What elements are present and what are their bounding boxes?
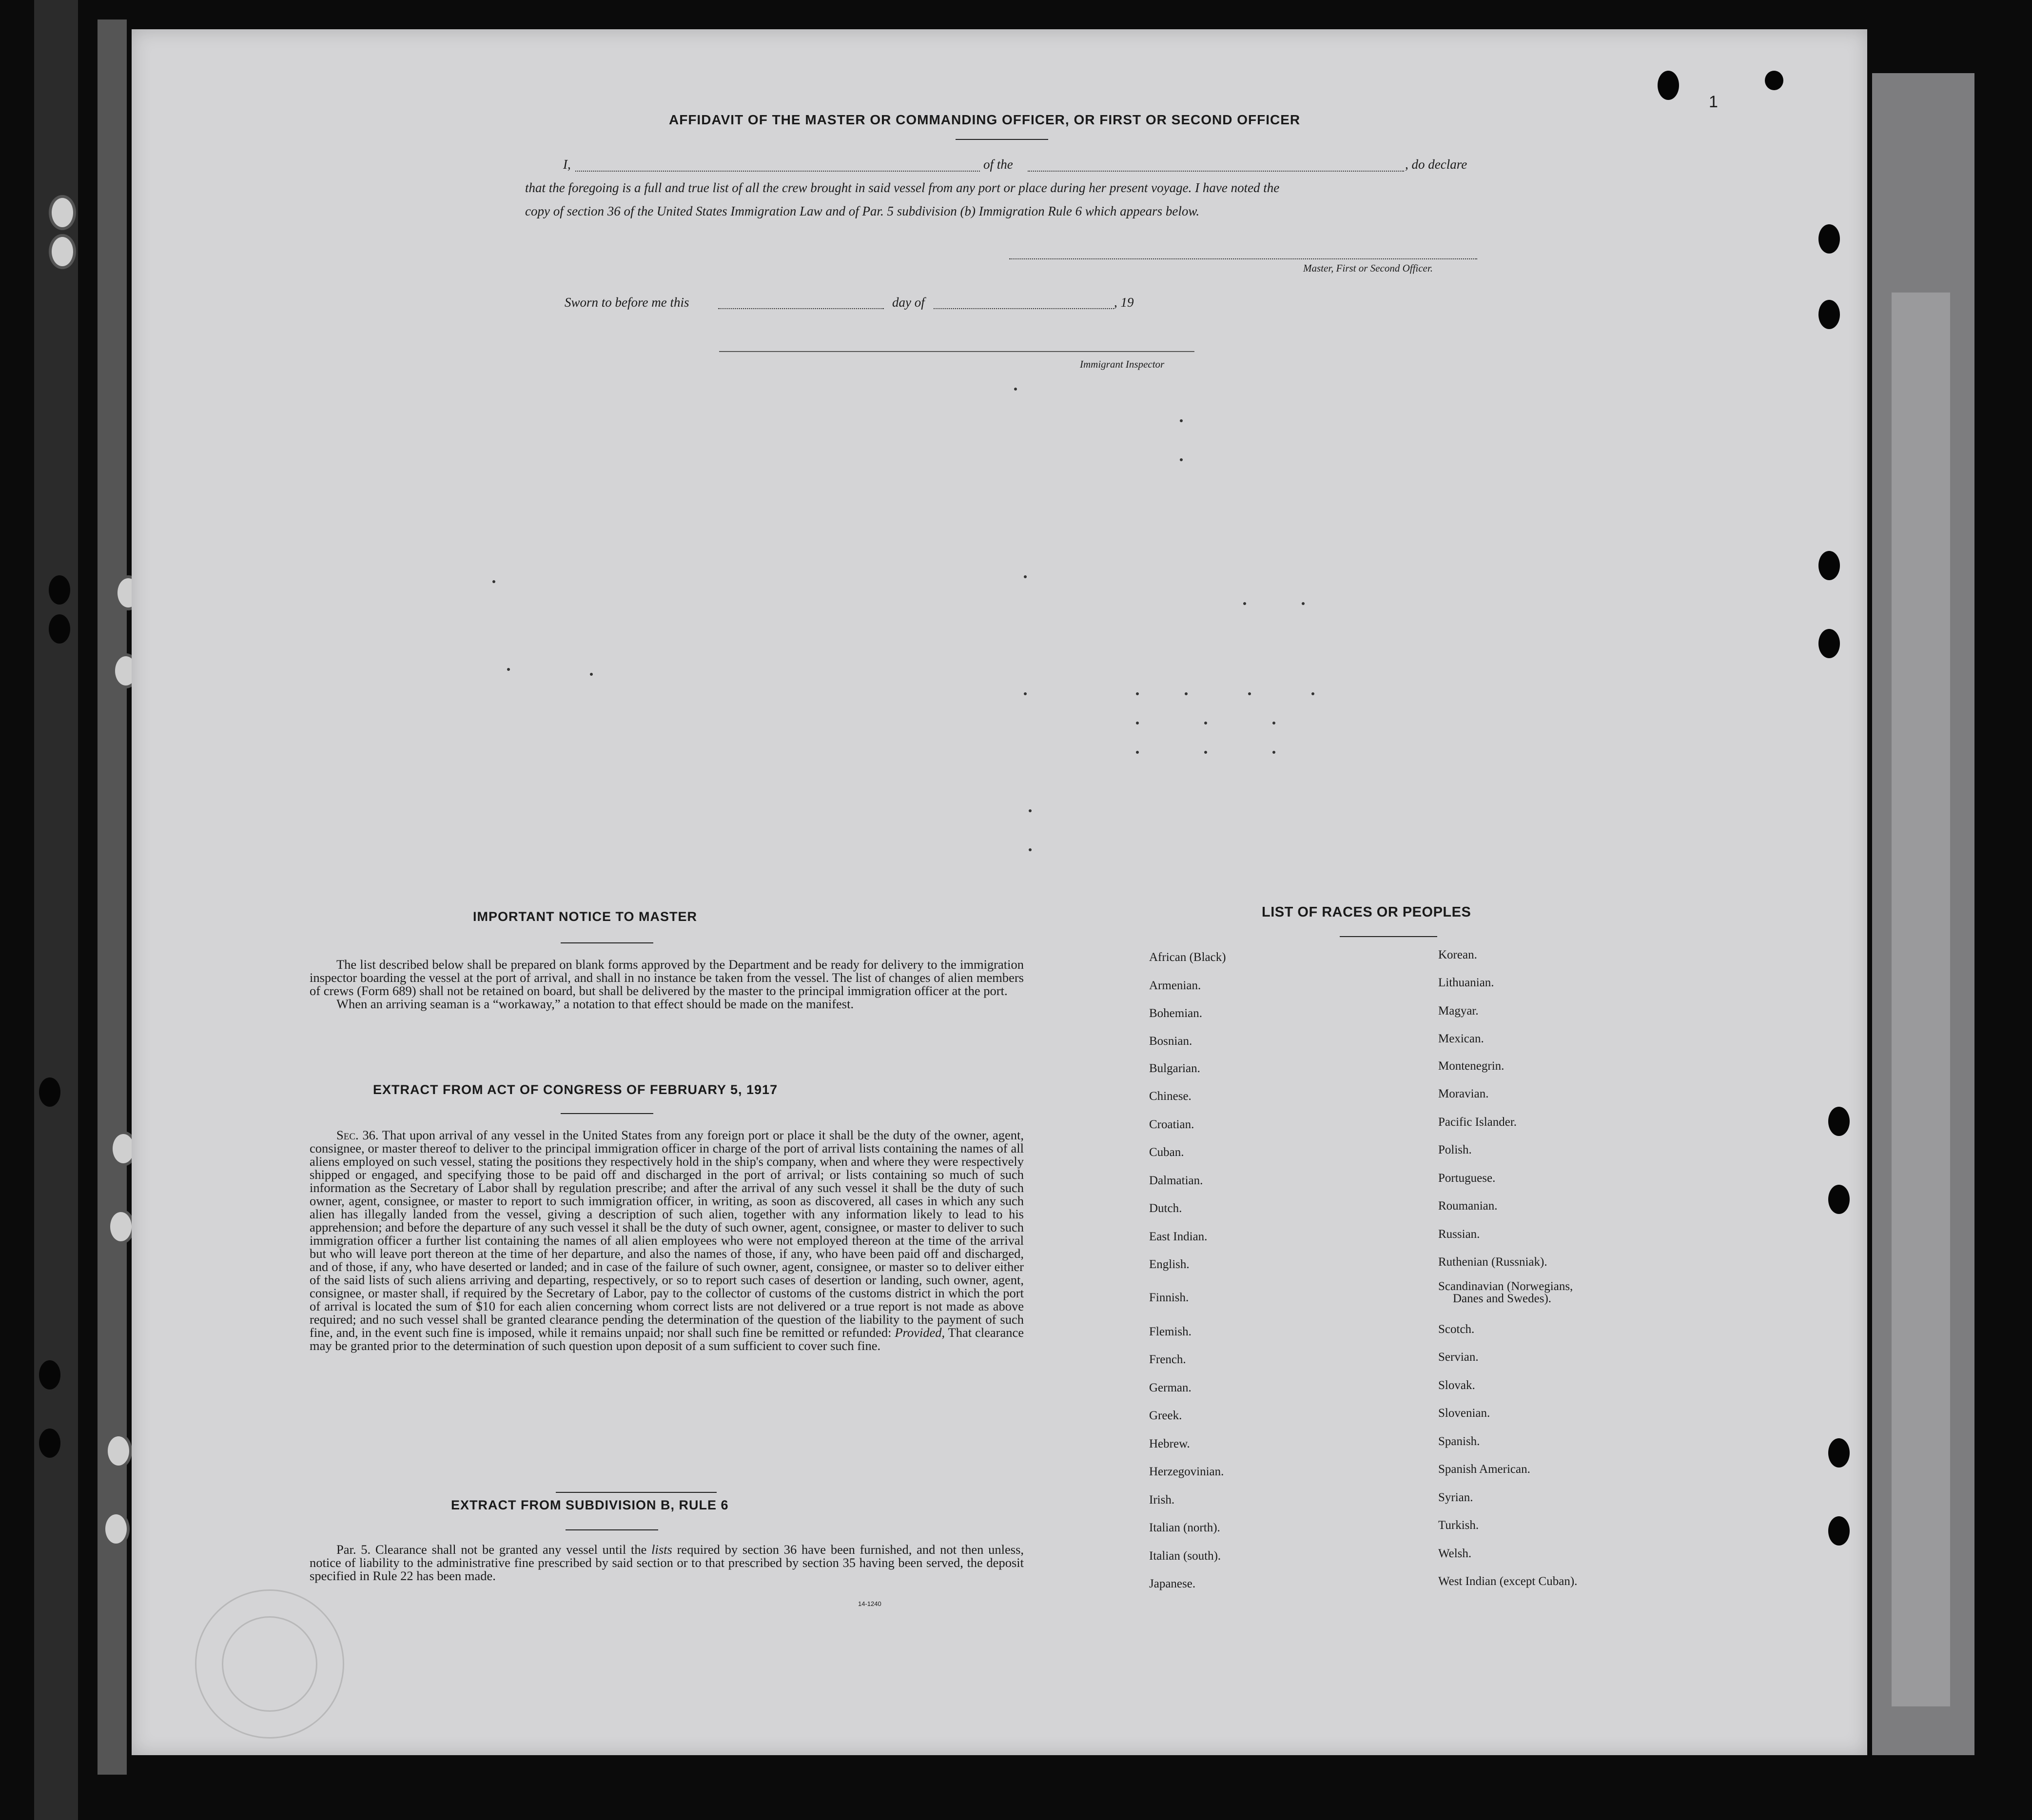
race-item: Magyar. [1438, 1004, 1479, 1018]
speck [1029, 848, 1032, 851]
affidavit-line1-of-the: of the [983, 157, 1013, 172]
race-item: Spanish. [1438, 1435, 1480, 1448]
section-label: Sec. 36. [336, 1128, 379, 1142]
binder-hole [39, 1429, 60, 1458]
race-item: Russian. [1438, 1228, 1480, 1241]
punch-hole [1818, 629, 1840, 658]
race-item: Lithuanian. [1438, 976, 1494, 989]
speck [1014, 388, 1017, 391]
race-item: Hebrew. [1149, 1437, 1190, 1450]
section-36-text: That upon arrival of any vessel in the United States from any foreign port or place it shall be the duty of the owner, agent, consignee, or master thereof to deliver to the principal immigration officer in charge of the port of arrival lists containing the names of all aliens employed on such vessel, stating the positions they respectively hold in the ship's company, when and where they were respectively shipped or engaged, and specifying those to be paid off and discharged in the port of arrival; or lists containing so much of such information as the Secretary of Labor shall by regulation prescribe; and after the arrival of any such vessel it shall be the duty of such owner, agent, consignee, or master to report to such immigration officer, in writing, as soon as discovered, all cases in which any such alien has illegally landed from the vessel, giving a description of such alien, together with any information likely to lead to his apprehension; and before the departure of any such vessel it shall be the duty of such owner, agent, consignee, or master to deliver to such immigration officer a further list containing the names of all alien employees who were not employed thereon at the time of the arrival but who will leave port thereon at the time of her departure, and also the names of those, if any, who have been paid off and discharged, and of those, if any, who have deserted or landed; and in case of the failure of such owner, agent, consignee, or master so to deliver either of the said lists of such aliens arriving and departing, respectively, or so to report such cases of desertion or landing, such owner, agent, consignee, or master shall, if required by the Secretary of Labor, pay to the collector of customs of the customs district in which the port of arrival is located the sum of $10 for each alien concerning whom correct lists are not delivered or a true report is not made as above required; and no such vessel shall be granted clearance pending the determination of the question of the liability to the payment of such fine, and, in the event such fine is imposed, while it remains unpaid; nor shall such fine be remitted or refunded: [310, 1128, 1024, 1340]
rule-text-b: required by section 36 have been furnished, and not then unless, notice of liability to the administrative fine prescribed by said section or to that prescribed by section 35 having been served, the deposit specified in Rule 22 has been made. [310, 1542, 1024, 1583]
speck [1272, 751, 1275, 754]
binder-hole [39, 1360, 60, 1389]
punch-hole [1818, 300, 1840, 329]
speck [1311, 692, 1314, 695]
race-item: Roumanian. [1438, 1199, 1498, 1213]
race-item: Montenegrin. [1438, 1059, 1504, 1073]
race-item: Greek. [1149, 1409, 1182, 1422]
punch-hole [1828, 1516, 1850, 1546]
race-item: Dutch. [1149, 1202, 1182, 1215]
speck [1204, 751, 1207, 754]
affidavit-line1-declare: , do declare [1405, 157, 1467, 172]
rule-extract-paragraph [310, 1543, 1024, 1583]
sworn-day-of: day of [892, 295, 925, 310]
race-item: Portuguese. [1438, 1172, 1496, 1185]
act-extract-end-rule [556, 1492, 717, 1493]
notice-body [310, 958, 1024, 1011]
race-item: Chinese. [1149, 1090, 1192, 1103]
binder-hole [105, 1433, 132, 1468]
officer-signature-label: Master, First or Second Officer. [1303, 262, 1433, 274]
provided-word: Provided, [895, 1325, 945, 1340]
form-number: 14-1240 [858, 1600, 881, 1607]
race-item: Japanese. [1149, 1577, 1196, 1590]
punch-hole [1765, 71, 1783, 90]
race-item: Spanish American. [1438, 1463, 1530, 1476]
race-item: Turkish. [1438, 1519, 1479, 1532]
race-item: Slovenian. [1438, 1407, 1490, 1420]
race-item: East Indian. [1149, 1230, 1208, 1243]
speck [1136, 692, 1139, 695]
sworn-month-field[interactable] [934, 308, 1114, 309]
race-item: Flemish. [1149, 1325, 1192, 1338]
race-item: Dalmatian. [1149, 1174, 1203, 1187]
race-item: Croatian. [1149, 1118, 1194, 1131]
race-item: Servian. [1438, 1350, 1479, 1364]
binder-hole [39, 1077, 60, 1107]
inspector-signature-line[interactable] [719, 351, 1194, 352]
speck [1024, 575, 1027, 578]
punch-hole [1818, 224, 1840, 254]
races-title-rule [1340, 936, 1437, 937]
act-extract-paragraph [310, 1129, 1024, 1352]
affidavit-line3: copy of section 36 of the United States Immigration Law and of Par. 5 subdivision (b) Immigration Rule 6 which appears below. [525, 204, 1200, 218]
race-item: Cuban. [1149, 1146, 1184, 1159]
punch-hole [1818, 551, 1840, 580]
act-extract-title-rule [561, 1113, 653, 1114]
section-36-text-end: That clearance may be granted prior to the determination of such question upon deposit of a sum sufficient to cover such fine. [310, 1325, 1024, 1353]
speck [1024, 692, 1027, 695]
race-item: Welsh. [1438, 1547, 1472, 1560]
sworn-day-field[interactable] [718, 308, 884, 309]
punch-hole [1658, 71, 1679, 100]
race-item: West Indian (except Cuban). [1438, 1575, 1578, 1588]
race-item: Bohemian. [1149, 1007, 1203, 1020]
rule-extract-title-rule [566, 1529, 658, 1530]
binder-hole [49, 195, 76, 230]
rule-text-a: Par. 5. Clearance shall not be granted any vessel until the [336, 1542, 647, 1557]
race-item: Italian (south). [1149, 1549, 1221, 1563]
notice-title-rule [561, 942, 653, 943]
binder-strip-left [34, 0, 78, 1820]
speck [1204, 722, 1207, 724]
race-item: Irish. [1149, 1493, 1175, 1507]
speck [1272, 722, 1275, 724]
speck [1136, 751, 1139, 754]
affidavit-title: AFFIDAVIT OF THE MASTER OR COMMANDING OFFICER, OR FIRST OR SECOND OFFICER [669, 112, 1301, 127]
vessel-name-field[interactable] [1028, 171, 1404, 172]
race-item: Herzegovinian. [1149, 1465, 1224, 1478]
race-item-continuation: Danes and Swedes). [1453, 1292, 1552, 1305]
race-item: German. [1149, 1381, 1192, 1394]
race-item: Mexican. [1438, 1032, 1484, 1045]
speck [1302, 602, 1305, 605]
speck [1136, 722, 1139, 724]
race-item: Syrian. [1438, 1491, 1473, 1504]
notice-paragraph-1: The list described below shall be prepared on blank forms approved by the Department and be ready for delivery to the immigration inspector boarding the vessel at the port of arrival, and shall in no instance be taken from the vessel. The list of changes of alien members of crews (Form 689) shall not be retained on board, but shall be delivered by the master to the principal immigration officer at the port. [310, 957, 1024, 998]
punch-hole [1828, 1185, 1850, 1214]
binder-hole [107, 1209, 135, 1244]
speck [590, 673, 593, 676]
speck [492, 580, 495, 583]
act-extract-body [310, 1129, 1024, 1352]
race-item: Italian (north). [1149, 1521, 1220, 1534]
binder-hole [102, 1511, 130, 1546]
manifest-page [132, 29, 1867, 1755]
faded-seal-stamp-inner [222, 1616, 317, 1712]
speck [1029, 809, 1032, 812]
race-item: Pacific Islander. [1438, 1115, 1517, 1129]
affidavit-line2: that the foregoing is a full and true list of all the crew brought in said vessel from any port or place during her present voyage. I have noted the [525, 180, 1280, 195]
race-item: French. [1149, 1353, 1186, 1366]
officer-signature-line[interactable] [1009, 258, 1477, 259]
affidavit-title-rule [956, 139, 1048, 140]
race-item: Scandinavian (Norwegians, [1438, 1280, 1573, 1293]
race-item: African (Black) [1149, 951, 1226, 964]
lists-word: lists [651, 1542, 672, 1557]
underlying-page-right-2 [1892, 293, 1950, 1706]
binder-hole [49, 575, 70, 605]
rule-extract-body [310, 1543, 1024, 1583]
race-item: Bosnian. [1149, 1035, 1192, 1048]
speck [1243, 602, 1246, 605]
races-title: LIST OF RACES OR PEOPLES [1262, 904, 1471, 920]
race-item: Moravian. [1438, 1087, 1489, 1100]
notice-title: IMPORTANT NOTICE TO MASTER [473, 909, 697, 924]
race-item: Ruthenian (Russniak). [1438, 1255, 1547, 1269]
sworn-prefix: Sworn to before me this [565, 295, 689, 310]
speck [1185, 692, 1188, 695]
race-item: English. [1149, 1258, 1190, 1271]
race-item: Bulgarian. [1149, 1062, 1200, 1075]
binder-strip-inner [98, 20, 127, 1775]
binder-hole [49, 234, 76, 269]
punch-hole [1828, 1438, 1850, 1468]
race-item: Korean. [1438, 948, 1477, 961]
punch-hole [1828, 1107, 1850, 1136]
affidavit-line1-i: I, [563, 157, 571, 172]
race-item: Slovak. [1438, 1379, 1475, 1392]
race-item: Finnish. [1149, 1291, 1189, 1304]
race-item: Polish. [1438, 1143, 1472, 1156]
speck [1248, 692, 1251, 695]
race-item: Armenian. [1149, 979, 1201, 992]
master-name-field[interactable] [575, 171, 980, 172]
margin-mark: 1 [1709, 93, 1718, 111]
speck [1180, 458, 1183, 461]
speck [507, 668, 510, 671]
race-item: Scotch. [1438, 1323, 1475, 1336]
sworn-year: , 19 [1114, 295, 1134, 310]
notice-paragraph-2: When an arriving seaman is a “workaway,” a notation to that effect should be made on the manifest. [336, 997, 854, 1011]
act-extract-title: EXTRACT FROM ACT OF CONGRESS OF FEBRUARY 5, 1917 [373, 1082, 778, 1097]
speck [1180, 419, 1183, 422]
inspector-signature-label: Immigrant Inspector [1080, 358, 1165, 370]
rule-extract-title: EXTRACT FROM SUBDIVISION B, RULE 6 [451, 1498, 729, 1512]
binder-hole [49, 614, 70, 644]
